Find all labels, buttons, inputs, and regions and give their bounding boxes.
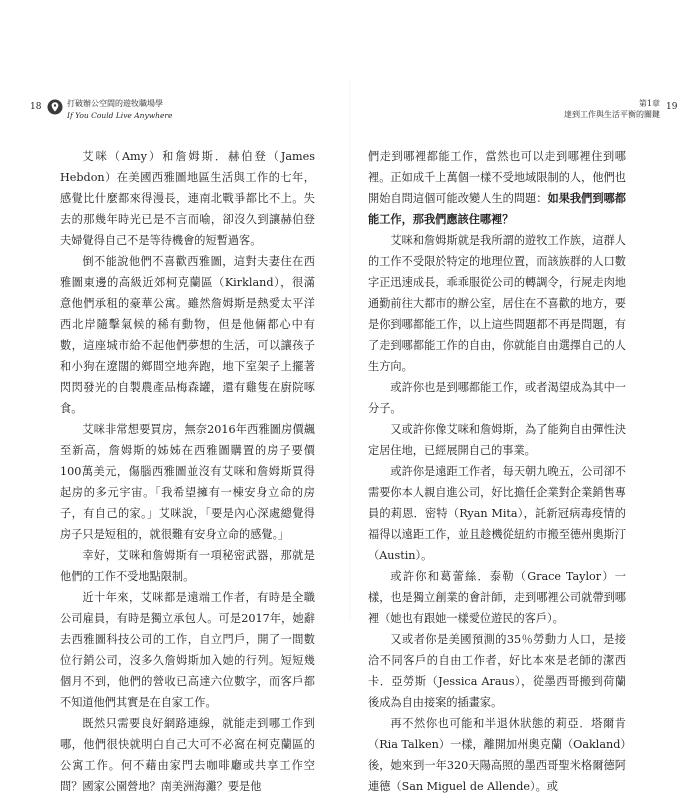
paragraph: 或許你是遠距工作者，每天朝九晚五，公司卻不需要你本人親自進公司，好比擔任企業對企業銷售專員的莉恩．密特（Ryan Mita），託新冠病毒疫情的福得以遠距工作，並且趁機從紐約市搬至德州奧斯汀（Austin）。 [368,465,626,562]
paragraph: 倒不能說他們不喜歡西雅圖，這對夫妻住在西雅圖東邊的高級近郊柯克蘭區（Kirkland），很滿意他們承租的豪華公寓。雖然詹姆斯是熱愛太平洋西北岸隨擊氣候的稀有動物，但是他倆都心中有數，這座城市給不起他們夢想的生活，可以讓孩子和小狗在遼闊的鄉間空地奔跑，地下室架子上擺著閃閃發光的自製農產品梅森罐，還有雞隻在廚院啄食。 [60,255,315,415]
running-header-subtitle: If You Could Live Anywhere [67,111,173,120]
paragraph-text: 們走到哪裡都能工作，當然也可以走到哪裡住到哪裡。正如成千上萬個一樣不受地域限制的人，他們也開始自問這個可能改變人生的問題： [368,150,626,205]
location-pin-icon [47,99,63,115]
right-page-body [368,146,626,797]
paragraph: 近十年來，艾咪都是遠端工作者，有時是全職公司雇員，有時是獨立承包人。可是2017年，她辭去西雅圖科技公司的工作，自立門戶，開了一間數位行銷公司，沒多久詹姆斯加入她的行列。短短幾個月不到，他們的營收已高達六位數字，而客戶都不知道他們其實是在自家工作。 [60,591,315,709]
running-header-title: 打破辦公空間的遊牧職場學 [67,99,163,108]
left-page [0,0,350,793]
key-question: 如果我們到哪都能工作，那我們應該住哪裡？ [368,191,626,226]
paragraph: 再不然你也可能和半退休狀態的莉亞．塔爾肯（Ria Talken）一樣，離開加州奧克蘭（Oakland）後，她來到一年320天陽高照的墨西哥聖米格爾德阿連德（San Miguel de Allende）。或 [368,717,626,793]
paragraph: 或許你和葛蕾絲．泰勒（Grace Taylor）一樣，也是獨立創業的會計師，走到哪裡公司就帶到哪裡（她也有跟她一樣愛位遊民的客戶）。 [368,570,626,625]
running-header-chapter: 第1章 [638,99,660,108]
paragraph: 艾咪（Amy）和詹姆斯．赫伯登（James Hebdon）在美國西雅圖地區生活與工作的七年，感覺比什麼都來得漫長，連南北戰爭都比不上。失去的那幾年時光已是不言而喻，卻沒久到讓赫伯登夫婦覺得自己不是等待機會的短暫過客。 [60,150,315,247]
running-header-section: 達到工作與生活平衡的關鍵 [564,110,660,119]
paragraph: 又或者你是美國預測的35％勞動力人口，是接洽不同客戶的自由工作者，好比本來是老師的潔西卡．亞勞斯（Jessica Araus），從墨西哥搬到荷蘭後成為自由接案的插畫家。 [368,633,626,709]
page-number-right: 19 [666,102,678,112]
paragraph: 又或許你像艾咪和詹姆斯，為了能夠自由彈性決定居住地，已經展開自己的事業。 [368,423,626,457]
paragraph: 艾咪非常想要買房，無奈2016年西雅圖房價飆至新高，詹姆斯的姊姊在西雅圖購置的房子要價100萬美元，傷腦西雅圖並沒有艾咪和詹姆斯買得起房的多元宇宙。「我希望擁有一棟安身立命的房子，有自己的家。」艾咪說，「要是內心深處總覺得房子只是短租的，就很難有安身立命的感覺。」 [60,423,315,541]
paragraph: 既然只需要良好網路連線，就能走到哪工作到哪，他們很快就明白自己大可不必窩在柯克蘭區的公寓工作。何不藉由家門去咖啡廳或共享工作空間？國家公園營地？南美洲海灘？要是他 [60,717,315,793]
left-page-body [60,146,315,797]
paragraph: 或許你也是到哪都能工作，或者渴望成為其中一分子。 [368,381,626,415]
page-number-left: 18 [30,102,42,112]
paragraph-continued [368,146,626,230]
paragraph: 幸好，艾咪和詹姆斯有一項秘密武器，那就是他們的工作不受地點限制。 [60,549,315,583]
right-page [350,0,700,793]
paragraph: 艾咪和詹姆斯就是我所謂的遊牧工作族，這群人的工作不受限於特定的地理位置，而該族群的人口數字正迅速成長，乖乖服從公司的轉調令，行屍走肉地通勤前往大都市的辦公室，居住在不喜歡的地方，要是你到哪都能工作，以上這些問題都不再是問題，有了走到哪都能工作的自由，你就能自由選擇自己的人生方向。 [368,234,626,373]
